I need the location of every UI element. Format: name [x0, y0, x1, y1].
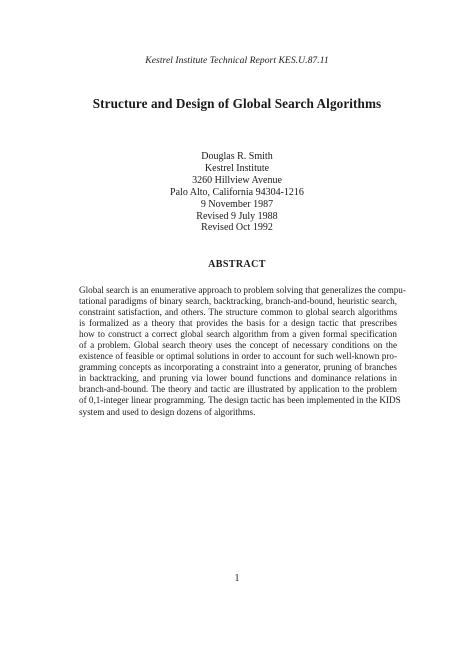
technical-report-header: Kestrel Institute Technical Report KES.U.87.11 [145, 55, 329, 66]
abstract-line: tational paradigms of binary search, backtracking, branch-and-bound, heuristic search, [79, 296, 397, 307]
abstract-line: of 0,1-integer linear programming. The design tactic has been implemented in the KIDS [79, 395, 401, 406]
abstract-line: in backtracking, and pruning via lower bound functions and dominance relations in [79, 373, 397, 384]
author-street-address: 3260 Hillview Avenue [192, 174, 282, 186]
abstract-body [79, 285, 406, 418]
abstract-line: existence of feasible or optimal solutions in order to account for such well-known pro- [79, 351, 397, 362]
author-city-address: Palo Alto, California 94304-1216 [170, 186, 304, 198]
author-name: Douglas R. Smith [201, 151, 273, 162]
abstract-line: system and used to design dozens of algorithms. [79, 406, 256, 417]
author-block [0, 151, 474, 234]
abstract-line: Global search is an enumerative approach to problem solving that generalizes the compu- [79, 285, 406, 295]
paper-title: Structure and Design of Global Search Algorithms [92, 96, 382, 111]
revision-date-1: Revised 9 July 1988 [196, 210, 278, 222]
original-date: 9 November 1987 [200, 198, 274, 210]
author-affiliation: Kestrel Institute [204, 162, 270, 174]
abstract-heading: ABSTRACT [208, 259, 266, 270]
abstract-line: gramming concepts as incorporating a constraint into a generator, pruning of branches [79, 362, 397, 373]
page-number: 1 [234, 573, 240, 584]
abstract-line: of a problem. Global search theory uses the concept of necessary conditions on the [79, 340, 397, 351]
abstract-line: branch-and-bound. The theory and tactic are illustrated by application to the problem [79, 384, 397, 395]
abstract-line: is formalized as a theory that provides the basis for a design tactic that prescribes [79, 318, 397, 329]
abstract-line: how to construct a correct global search algorithm from a given formal specification [79, 329, 397, 340]
revision-date-2: Revised Oct 1992 [201, 222, 273, 234]
abstract-line: constraint satisfaction, and others. The structure common to global search algorithms [79, 307, 397, 318]
